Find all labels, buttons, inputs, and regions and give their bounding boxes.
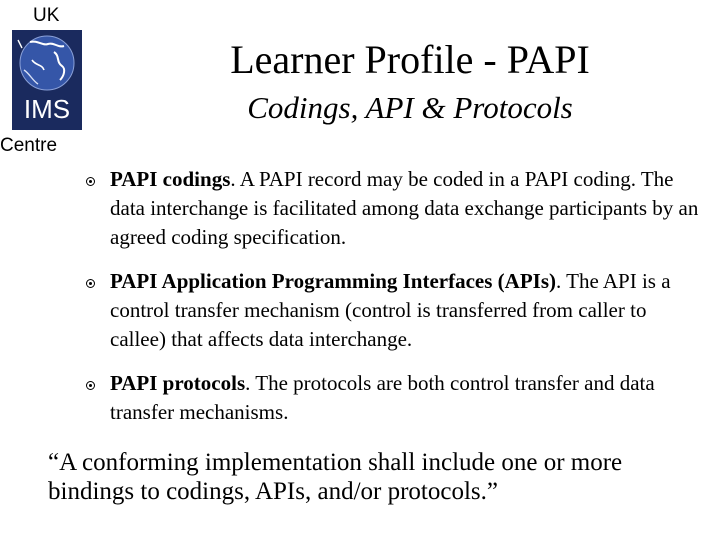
slide-title: Learner Profile - PAPI [230, 37, 590, 82]
bullet-icon [86, 177, 95, 186]
logo-bottom-text: Centre [0, 135, 58, 156]
bullet-text: . A PAPI record may be coded in a PAPI coding. The data interchange is facilitated among data exchange participants by an agreed coding specification. [110, 167, 699, 249]
bullet-item-protocols [80, 369, 700, 427]
ims-logo [12, 30, 82, 130]
bullet-list [80, 165, 700, 442]
logo-center-text: IMS [23, 94, 71, 124]
bullet-term: PAPI protocols [110, 371, 246, 395]
bullet-text: . The protocols are both control transfer and data transfer mechanisms. [110, 371, 655, 424]
bullet-term: PAPI Application Programming Interfaces (APIs) [110, 269, 557, 293]
globe-icon [12, 30, 82, 130]
bullet-item-apis [80, 267, 700, 354]
conformance-quote: “A conforming implementation shall include one or more bindings to codings, APIs, and/or protocols.” [48, 449, 623, 505]
logo-top-text: UK [33, 5, 60, 26]
bullet-text: . The API is a control transfer mechanism (control is transferred from caller to callee) that affects data interchange. [110, 269, 671, 351]
bullet-icon [86, 381, 95, 390]
bullet-icon [86, 279, 95, 288]
bullet-item-codings [80, 165, 700, 252]
slide-subtitle: Codings, API & Protocols [247, 90, 573, 125]
bullet-term: PAPI codings [110, 167, 231, 191]
